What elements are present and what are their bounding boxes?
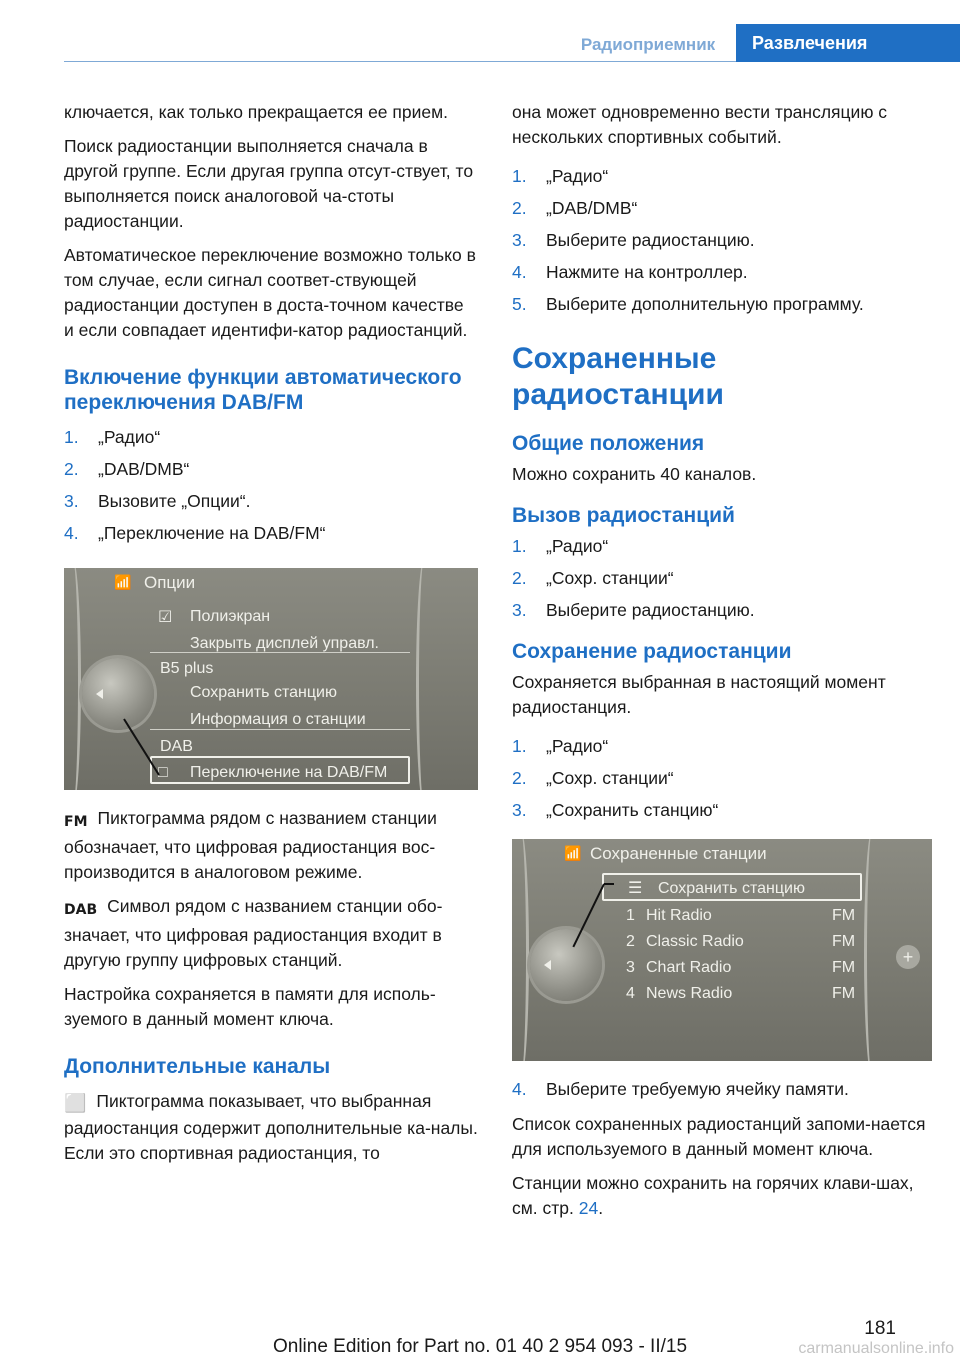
list-item	[512, 766, 932, 791]
subheading-general: Общие положения	[512, 432, 705, 455]
list-item	[512, 196, 932, 221]
step-text: Выберите дополнительную программу.	[546, 294, 864, 314]
page-number: 181	[864, 1318, 896, 1339]
paragraph-text: Станции можно сохранить на горячих клави-шах, см. стр.	[512, 1173, 914, 1218]
screen-arc	[512, 839, 529, 1061]
left-column	[64, 100, 478, 1175]
list-item	[512, 598, 932, 623]
menu-item-selected: Переключение на DAB/FM	[190, 764, 388, 781]
antenna-icon: 📶	[114, 574, 132, 590]
step-text: Вызовите „Опции“.	[98, 491, 251, 511]
paragraph-text: Пиктограмма рядом с названием станции обозначает, что цифровая радиостанция вос-производится в аналоговом режиме.	[64, 808, 437, 882]
tab-radio[interactable]: Радиоприемник	[580, 35, 716, 54]
subheading-recall: Вызов радиостанций	[512, 504, 735, 527]
list-item	[64, 521, 478, 546]
station-number: 2	[626, 933, 635, 950]
page-link[interactable]: 24	[578, 1198, 599, 1218]
paragraph	[64, 894, 478, 973]
paragraph: Автоматическое переключение возможно только в том случае, если сигнал соответ-ствующей радиостанции доступен в доста-точном качестве и если совпадает идентифи-катор радиостанций.	[64, 245, 476, 340]
step-number: 4.	[64, 523, 79, 543]
list-item	[64, 489, 478, 514]
list-item	[64, 457, 478, 482]
list-item	[512, 260, 932, 285]
step-number: 3.	[512, 800, 527, 820]
menu-item: Сохранить станцию	[190, 684, 337, 701]
station-number: 1	[626, 907, 635, 924]
edition-footer: Online Edition for Part no. 01 40 2 954 093 - II/15	[272, 1336, 688, 1357]
saved-stations-screen-image	[512, 839, 932, 1061]
save-station-icon: ☰	[628, 880, 643, 897]
screen-arc	[416, 568, 433, 790]
step-number: 2.	[512, 198, 527, 218]
step-text: Выберите радиостанцию.	[546, 600, 755, 620]
station-number: 3	[626, 959, 635, 976]
pointer-line	[123, 718, 160, 775]
step-number: 1.	[512, 166, 527, 186]
extra-channels-icon: ⬜	[64, 1093, 87, 1114]
step-number: 4.	[512, 262, 527, 282]
paragraph	[64, 1089, 478, 1166]
dab-pictogram-icon: DAB	[64, 902, 98, 918]
step-text: „DAB/DMB“	[98, 459, 190, 479]
station-band: FM	[832, 907, 856, 924]
screen-arc	[864, 839, 881, 1061]
screen-title: Опции	[144, 573, 196, 592]
section-heading-auto-switch: Включение функции автоматического переключения DAB/FM	[64, 366, 462, 414]
step-number: 1.	[512, 536, 527, 556]
step-number: 3.	[64, 491, 79, 511]
paragraph-text: Символ рядом с названием станции обо-значает, что цифровая радиостанция входит в другую группу цифровых станций.	[64, 896, 443, 970]
steps-list	[512, 164, 932, 317]
paragraph-text: Пиктограмма показывает, что выбранная радиостанция содержит дополнительные ка-налы. Если это спортивная радиостанция, то	[64, 1091, 478, 1163]
save-station-item: Сохранить станцию	[658, 880, 805, 897]
section-heading-extra-channels: Дополнительные каналы	[64, 1055, 331, 1078]
step-number: 5.	[512, 294, 527, 314]
paragraph: Поиск радиостанции выполняется сначала в другой группе. Если другая группа отсут-ствует, то выполняется поиск аналоговой ча-стоты радиостанции.	[64, 136, 474, 231]
step-text: „Радио“	[546, 536, 609, 556]
menu-group-label: B5 plus	[160, 660, 214, 677]
station-name: News Radio	[646, 985, 733, 1002]
subheading-save: Сохранение радиостанции	[512, 640, 792, 663]
step-number: 2.	[512, 568, 527, 588]
step-text: „Сохр. станции“	[546, 568, 674, 588]
station-band: FM	[832, 933, 856, 950]
paragraph: Сохраняется выбранная в настоящий момент радиостанция.	[512, 672, 886, 717]
menu-item: Полиэкран	[190, 608, 271, 625]
step-text: „Переключение на DAB/FM“	[98, 523, 326, 543]
divider	[150, 729, 410, 730]
step-number: 2.	[64, 459, 79, 479]
checkbox-checked-icon: ☑	[158, 609, 173, 626]
right-column	[512, 100, 932, 1230]
controller-knob-icon	[530, 929, 602, 1001]
paragraph: Список сохраненных радиостанций запоми-нается для используемого в данный момент ключа.	[512, 1114, 926, 1159]
menu-item: Информация о станции	[190, 711, 366, 728]
options-screen-image	[64, 568, 478, 790]
list-item	[512, 534, 932, 559]
station-name: Classic Radio	[646, 933, 744, 950]
step-text: „DAB/DMB“	[546, 198, 638, 218]
pointer-line	[604, 883, 614, 885]
steps-list	[64, 425, 478, 546]
list-item	[512, 1077, 932, 1102]
list-item	[512, 566, 932, 591]
station-name: Hit Radio	[646, 907, 712, 924]
station-band: FM	[832, 959, 856, 976]
paragraph: Можно сохранить 40 каналов.	[512, 464, 757, 484]
step-text: „Сохр. станции“	[546, 768, 674, 788]
steps-list	[512, 1077, 932, 1102]
controller-knob-icon	[82, 658, 154, 730]
step-number: 3.	[512, 600, 527, 620]
station-band: FM	[832, 985, 856, 1002]
divider	[150, 652, 410, 653]
step-text: „Сохранить станцию“	[546, 800, 719, 820]
paragraph	[512, 1171, 932, 1221]
list-item	[512, 292, 932, 317]
screen-title: Сохраненные станции	[590, 844, 767, 863]
list-item	[512, 734, 932, 759]
fm-pictogram-icon: FM	[64, 814, 88, 830]
step-text: „Радио“	[546, 736, 609, 756]
step-number: 1.	[512, 736, 527, 756]
step-number: 4.	[512, 1079, 527, 1099]
list-item	[64, 425, 478, 450]
arrow-left-icon	[96, 689, 103, 699]
menu-group-label: DAB	[160, 738, 193, 755]
step-text: Нажмите на контроллер.	[546, 262, 748, 282]
list-item	[512, 798, 932, 823]
step-text: „Радио“	[98, 427, 161, 447]
paragraph: ключается, как только прекращается ее прием.	[64, 102, 449, 122]
steps-list	[512, 734, 932, 823]
screen-arc	[64, 568, 81, 790]
step-number: 1.	[64, 427, 79, 447]
paragraph-text: .	[598, 1198, 604, 1218]
paragraph: она может одновременно вести трансляцию с нескольких спортивных событий.	[512, 102, 888, 147]
watermark: carmanualsonline.info	[798, 1340, 954, 1357]
antenna-icon: 📶	[564, 845, 582, 861]
station-name: Chart Radio	[646, 959, 732, 976]
checkbox-unchecked-icon: □	[158, 764, 168, 781]
step-number: 2.	[512, 768, 527, 788]
step-text: Выберите требуемую ячейку памяти.	[546, 1079, 849, 1099]
paragraph	[64, 806, 478, 885]
paragraph: Настройка сохраняется в памяти для исполь-зуемого в данный момент ключа.	[64, 984, 436, 1029]
station-number: 4	[626, 985, 635, 1002]
list-item	[512, 164, 932, 189]
main-heading: Сохраненные радиостанции	[512, 342, 724, 411]
tab-entertainment[interactable]: Развлечения	[736, 24, 960, 62]
arrow-left-icon	[544, 960, 551, 970]
step-number: 3.	[512, 230, 527, 250]
step-text: Выберите радиостанцию.	[546, 230, 755, 250]
menu-item: Закрыть дисплей управл.	[190, 635, 379, 652]
add-icon: +	[896, 945, 920, 969]
list-item	[512, 228, 932, 253]
step-text: „Радио“	[546, 166, 609, 186]
steps-list	[512, 534, 932, 623]
